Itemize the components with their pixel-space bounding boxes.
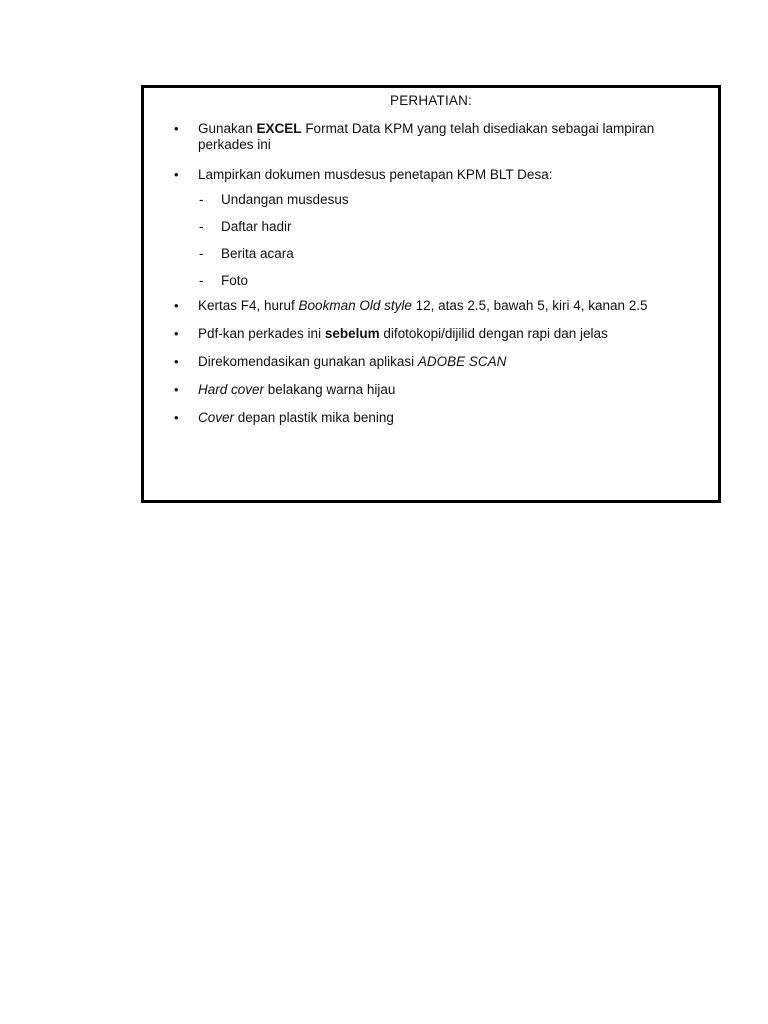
notice-title: PERHATIAN:	[389, 93, 472, 108]
text-segment: belakang warna hijau	[264, 382, 396, 397]
dash-icon: -	[199, 192, 204, 207]
text-segment: 12, atas 2.5, bawah 5, kiri 4, kanan 2.5	[411, 298, 648, 313]
sub-list-item-text: Berita acara	[221, 246, 294, 261]
text-segment: difotokopi/dijilid dengan rapi dan jelas	[379, 326, 608, 341]
dash-icon: -	[199, 246, 204, 261]
text-segment: EXCEL	[256, 121, 302, 136]
text-segment: Gunakan	[198, 121, 257, 136]
list-item-text	[198, 410, 706, 426]
dash-icon: -	[199, 273, 204, 288]
text-segment: depan plastik mika bening	[234, 410, 394, 425]
bullet-icon: •	[174, 298, 179, 313]
notice-box	[141, 85, 721, 503]
text-segment: Cover	[198, 410, 235, 425]
text-segment: sebelum	[324, 326, 380, 341]
text-segment: Bookman Old style	[298, 298, 412, 313]
bullet-icon: •	[174, 410, 179, 425]
bullet-icon: •	[174, 121, 179, 136]
list-item-text	[198, 354, 706, 370]
list-item-text	[198, 121, 706, 152]
list-item-text	[198, 382, 706, 398]
list-item-text	[198, 167, 706, 183]
sub-list-item-text: Daftar hadir	[221, 219, 292, 234]
bullet-icon: •	[174, 354, 179, 369]
dash-icon: -	[199, 219, 204, 234]
list-item-text	[198, 326, 706, 342]
text-segment: Direkomendasikan gunakan aplikasi	[198, 354, 418, 369]
text-segment: Format Data KPM yang telah disediakan sebagai lampiran perkades ini	[198, 121, 655, 152]
text-segment: Pdf-kan perkades ini	[198, 326, 325, 341]
sub-list-item-text: Foto	[221, 273, 249, 288]
bullet-icon: •	[174, 167, 179, 182]
text-segment: Kertas F4, huruf	[198, 298, 299, 313]
text-segment: ADOBE SCAN	[417, 354, 507, 369]
bullet-icon: •	[174, 382, 179, 397]
text-segment: Hard cover	[198, 382, 265, 397]
bullet-icon: •	[174, 326, 179, 341]
sub-list-item-text: Undangan musdesus	[221, 192, 349, 207]
list-item-text	[198, 298, 706, 314]
text-segment: Lampirkan dokumen musdesus penetapan KPM BLT Desa:	[198, 167, 553, 182]
